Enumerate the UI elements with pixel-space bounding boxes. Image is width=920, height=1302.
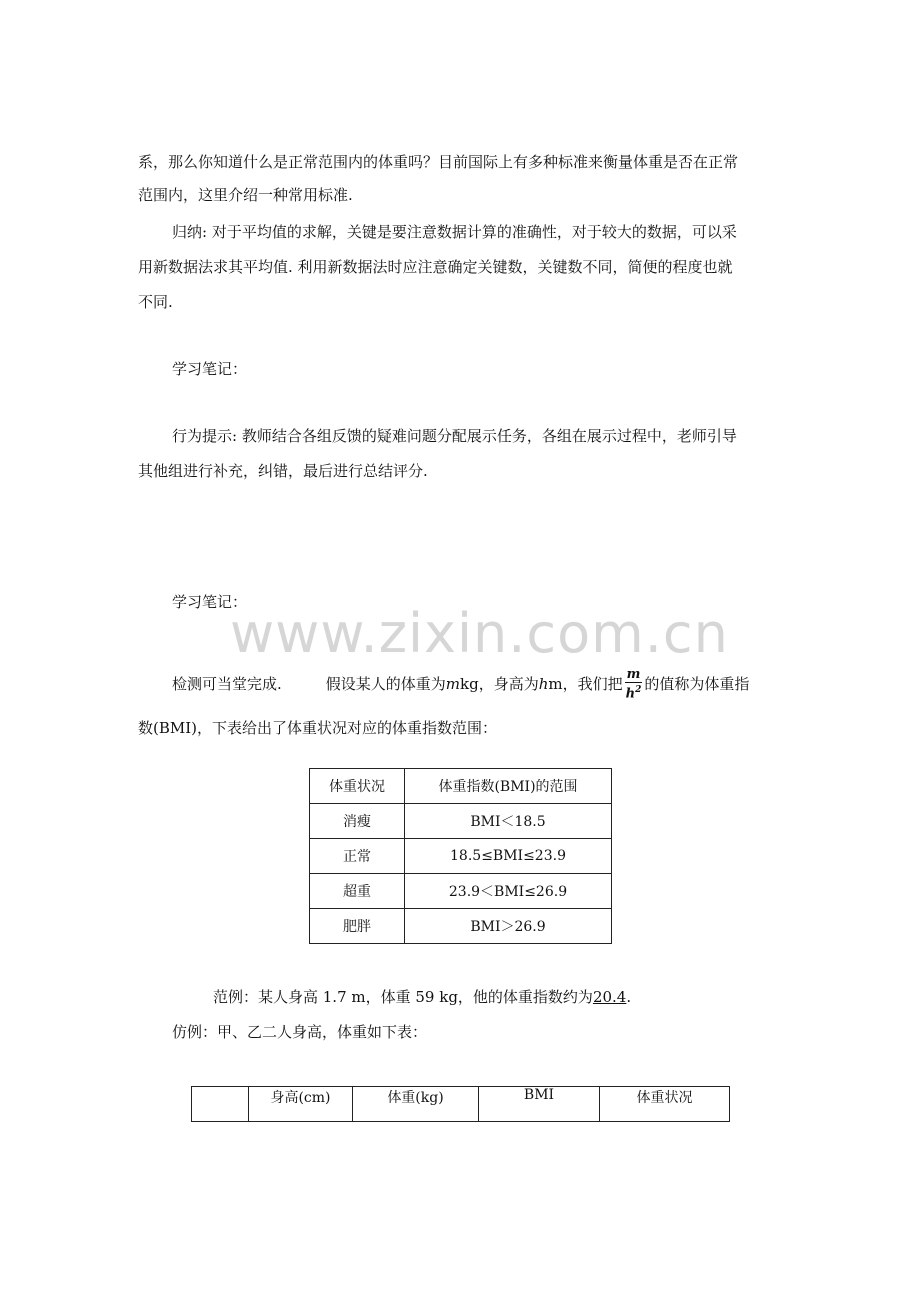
bmi-definition-line: [172, 667, 749, 702]
table-row: [310, 874, 612, 909]
table-cell: BMI＜18.5: [405, 804, 612, 839]
paragraph-line: 用新数据法求其平均值. 利用新数据法时应注意确定关键数，关键数不同，简便的程度也就: [138, 258, 733, 276]
paragraph-text: 范例：某人身高 1.7 m，体重 59 kg，他的体重指数约为: [213, 988, 593, 1006]
paragraph-line: 范围内，这里介绍一种常用标准.: [138, 186, 353, 204]
table-row: [310, 804, 612, 839]
paragraph-line: 归纳: 对于平均值的求解，关键是要注意数据计算的准确性，对于较大的数据，可以采: [172, 223, 737, 241]
paragraph-line: 不同.: [138, 293, 173, 311]
paragraph-line: 行为提示: 教师结合各组反馈的疑难问题分配展示任务，各组在展示过程中，老师引导: [172, 427, 737, 445]
paragraph-text: m，我们把: [548, 675, 623, 693]
paragraph-text: 的值称为体重指: [644, 675, 750, 693]
study-notes-label: 学习笔记：: [172, 360, 248, 378]
paragraph-line: 其他组进行补充，纠错，最后进行总结评分.: [138, 462, 428, 480]
table-cell: 正常: [310, 839, 405, 874]
bmi-range-table: [309, 768, 612, 944]
variable-m: m: [445, 675, 461, 693]
table-row: [310, 909, 612, 944]
bmi-formula-fraction: $\frac{m}{h^2}$: [625, 667, 642, 702]
table-cell: 肥胖: [310, 909, 405, 944]
example-line: [213, 987, 631, 1007]
paragraph-text: kg，身高为: [460, 675, 539, 693]
paragraph-line: 系，那么你知道什么是正常范围内的体重吗？目前国际上有多种标准来衡量体重是否在正常: [138, 153, 739, 171]
table-header-cell: 体重指数(BMI)的范围: [405, 769, 612, 804]
person-data-table: [191, 1086, 730, 1122]
watermark: www.zixin.com.cn: [230, 602, 729, 665]
paragraph-line: 仿例：甲、乙二人身高，体重如下表：: [172, 1023, 428, 1041]
table-cell: 消瘦: [310, 804, 405, 839]
table-header-cell: 体重状况: [310, 769, 405, 804]
study-notes-label: 学习笔记：: [172, 593, 248, 611]
table-cell: 23.9＜BMI≤26.9: [405, 874, 612, 909]
paragraph-line: 数(BMI)，下表给出了体重状况对应的体重指数范围：: [138, 719, 498, 737]
table-cell: 18.5≤BMI≤23.9: [405, 839, 612, 874]
table-header-cell: BMI: [479, 1087, 600, 1122]
table-cell: BMI＞26.9: [405, 909, 612, 944]
paragraph-text: 假设某人的体重为: [325, 675, 446, 693]
table-row: [310, 839, 612, 874]
variable-h: h: [538, 675, 549, 693]
paragraph-text: .: [626, 988, 632, 1006]
paragraph-text: 检测可当堂完成.: [172, 675, 282, 693]
table-header-row: [192, 1087, 730, 1122]
table-cell: 超重: [310, 874, 405, 909]
table-header-cell: 身高(cm): [249, 1087, 353, 1122]
table-header-cell: 体重状况: [600, 1087, 730, 1122]
table-header-cell: [192, 1087, 249, 1122]
example-answer: 20.4: [592, 988, 627, 1006]
table-header-row: [310, 769, 612, 804]
table-header-cell: 体重(kg): [353, 1087, 479, 1122]
